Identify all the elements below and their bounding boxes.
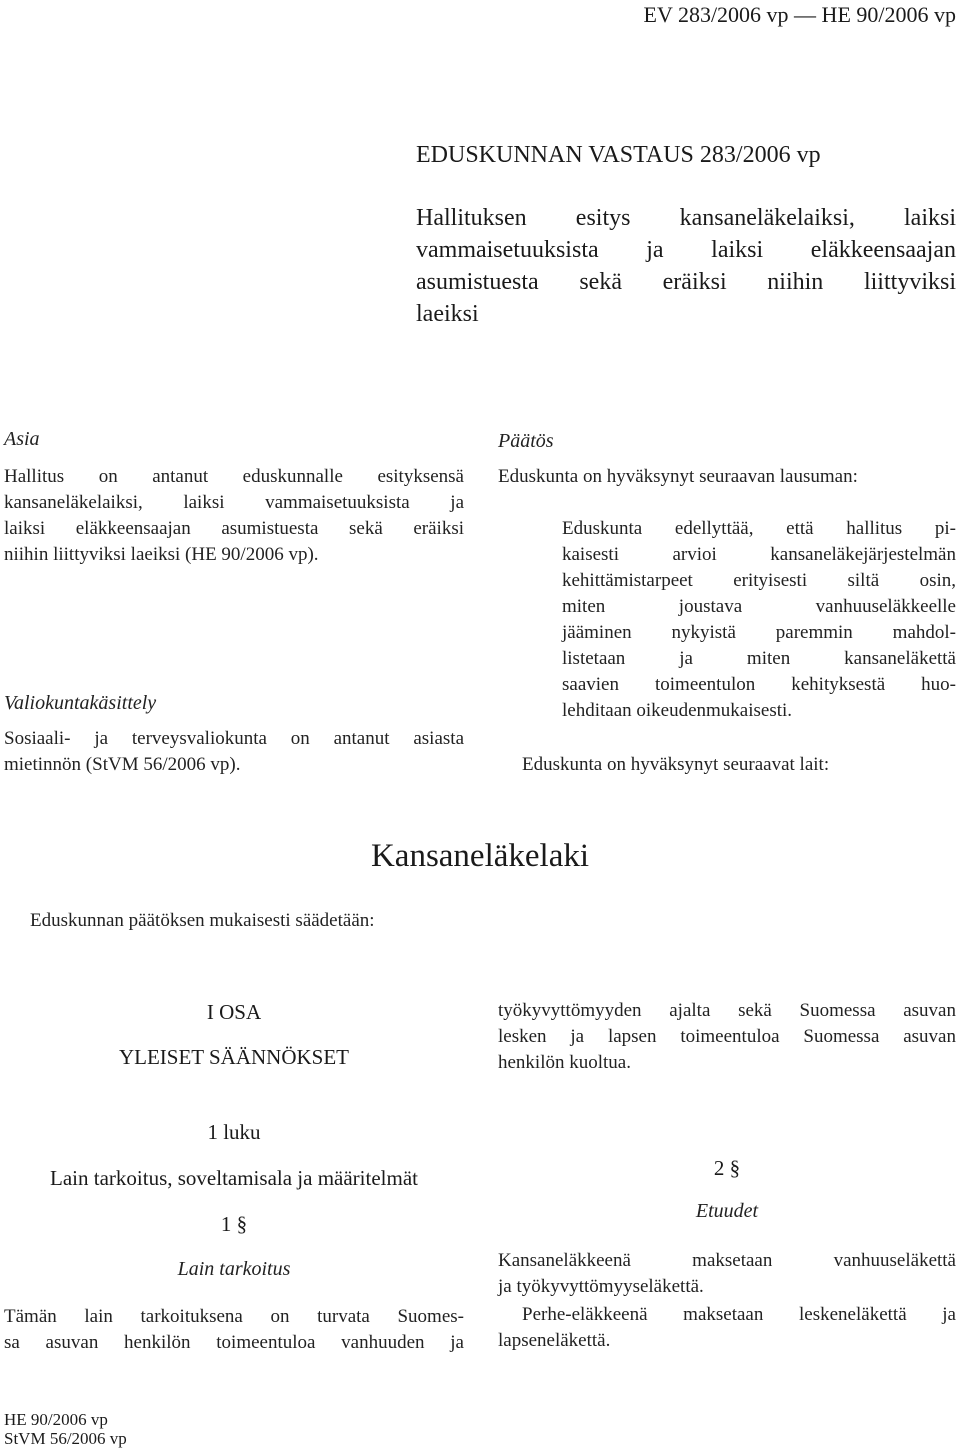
section-2-number: 2 § [713, 1156, 741, 1180]
footer-reference-stvm: StVM 56/2006 vp [4, 1429, 127, 1448]
text-line: henkilön kuoltua. [498, 1052, 631, 1073]
text-line: jääminen nykyistä paremmin mahdol- [562, 622, 956, 643]
text-line: lesken ja lapsen toimeentuloa Suomessa asuvan [498, 1026, 956, 1047]
asia-heading: Asia [4, 428, 40, 450]
text-line: Sosiaali- ja terveysvaliokunta on antanut asiasta [4, 728, 464, 749]
text-line: Eduskunta edellyttää, että hallitus pi- [562, 518, 956, 539]
text-line: työkyvyttömyyden ajalta sekä Suomessa asuvan [498, 1000, 956, 1021]
chapter-number: 1 luku [207, 1120, 261, 1144]
text-line: kehittämistarpeet erityisesti siltä osin, [562, 570, 956, 591]
section-1-title: Lain tarkoitus [177, 1258, 291, 1280]
part-title: YLEISET SÄÄNNÖKSET [118, 1045, 350, 1069]
document-title: EDUSKUNNAN VASTAUS 283/2006 vp [416, 142, 821, 168]
section-2-paragraph-1 [498, 1248, 956, 1300]
subject-line: asumistuesta sekä eräiksi niihin liittyviksi [416, 269, 956, 295]
enactment-clause: Eduskunnan päätöksen mukaisesti säädetään: [30, 910, 375, 931]
text-line: lehditaan oikeudenmukaisesti. [562, 700, 793, 721]
subject-line: laeiksi [416, 301, 479, 327]
part-number: I OSA [206, 1000, 262, 1024]
subject-line: vammaisetuuksista ja laiksi eläkkeensaajan [416, 237, 956, 263]
text-line: saavien toimeentulon kehityksestä huo- [562, 674, 956, 695]
running-header: EV 283/2006 vp — HE 90/2006 vp [643, 2, 956, 27]
law-title: Kansaneläkelaki [370, 838, 590, 874]
section-2-title: Etuudet [695, 1200, 759, 1222]
text-line: sa asuvan henkilön toimeentuloa vanhuuden ja [4, 1332, 464, 1353]
text-line: Tämän lain tarkoituksena on turvata Suomes- [4, 1306, 464, 1327]
section-1-number: 1 § [220, 1212, 248, 1236]
text-line: Eduskunta on hyväksynyt seuraavan lausuman: [498, 466, 858, 487]
text-line: kansaneläkelaiksi, laiksi vammaisetuuksista ja [4, 492, 464, 513]
text-line: laiksi eläkkeensaajan asumistuesta sekä eräiksi [4, 518, 464, 539]
document-subject [416, 202, 956, 330]
text-line: lapseneläkettä. [498, 1330, 611, 1351]
chapter-title: Lain tarkoitus, soveltamisala ja määritelmät [50, 1166, 418, 1190]
paatos-statement [562, 516, 956, 724]
section-2-paragraph-2 [498, 1302, 956, 1354]
text-line: ja työkyvyttömyyseläkettä. [498, 1276, 704, 1297]
paatos-intro [498, 464, 956, 490]
subject-line: Hallituksen esitys kansaneläkelaiksi, laiksi [416, 205, 956, 231]
text-line: Perhe-eläkkeenä maksetaan leskeneläkettä ja [522, 1304, 956, 1325]
asia-text [4, 464, 464, 568]
section-1-text [4, 1304, 464, 1356]
paatos-heading: Päätös [498, 430, 554, 452]
text-line: mietinnön (StVM 56/2006 vp). [4, 754, 241, 775]
valiokunta-heading: Valiokuntakäsittely [4, 692, 157, 714]
section-1-continuation [498, 998, 956, 1076]
footer-reference-he: HE 90/2006 vp [4, 1410, 108, 1429]
text-line: niihin liittyviksi laeiksi (HE 90/2006 vp). [4, 544, 319, 565]
text-line: Hallitus on antanut eduskunnalle esityksensä [4, 466, 464, 487]
text-line: kaisesti arvioi kansaneläkejärjestelmän [562, 544, 956, 565]
text-line: Kansaneläkkeenä maksetaan vanhuuseläkettä [498, 1250, 956, 1271]
valiokunta-text [4, 726, 464, 778]
text-line: listetaan ja miten kansaneläkettä [562, 648, 956, 669]
text-line: miten joustava vanhuuseläkkeelle [562, 596, 956, 617]
laws-intro: Eduskunta on hyväksynyt seuraavat lait: [522, 754, 830, 775]
